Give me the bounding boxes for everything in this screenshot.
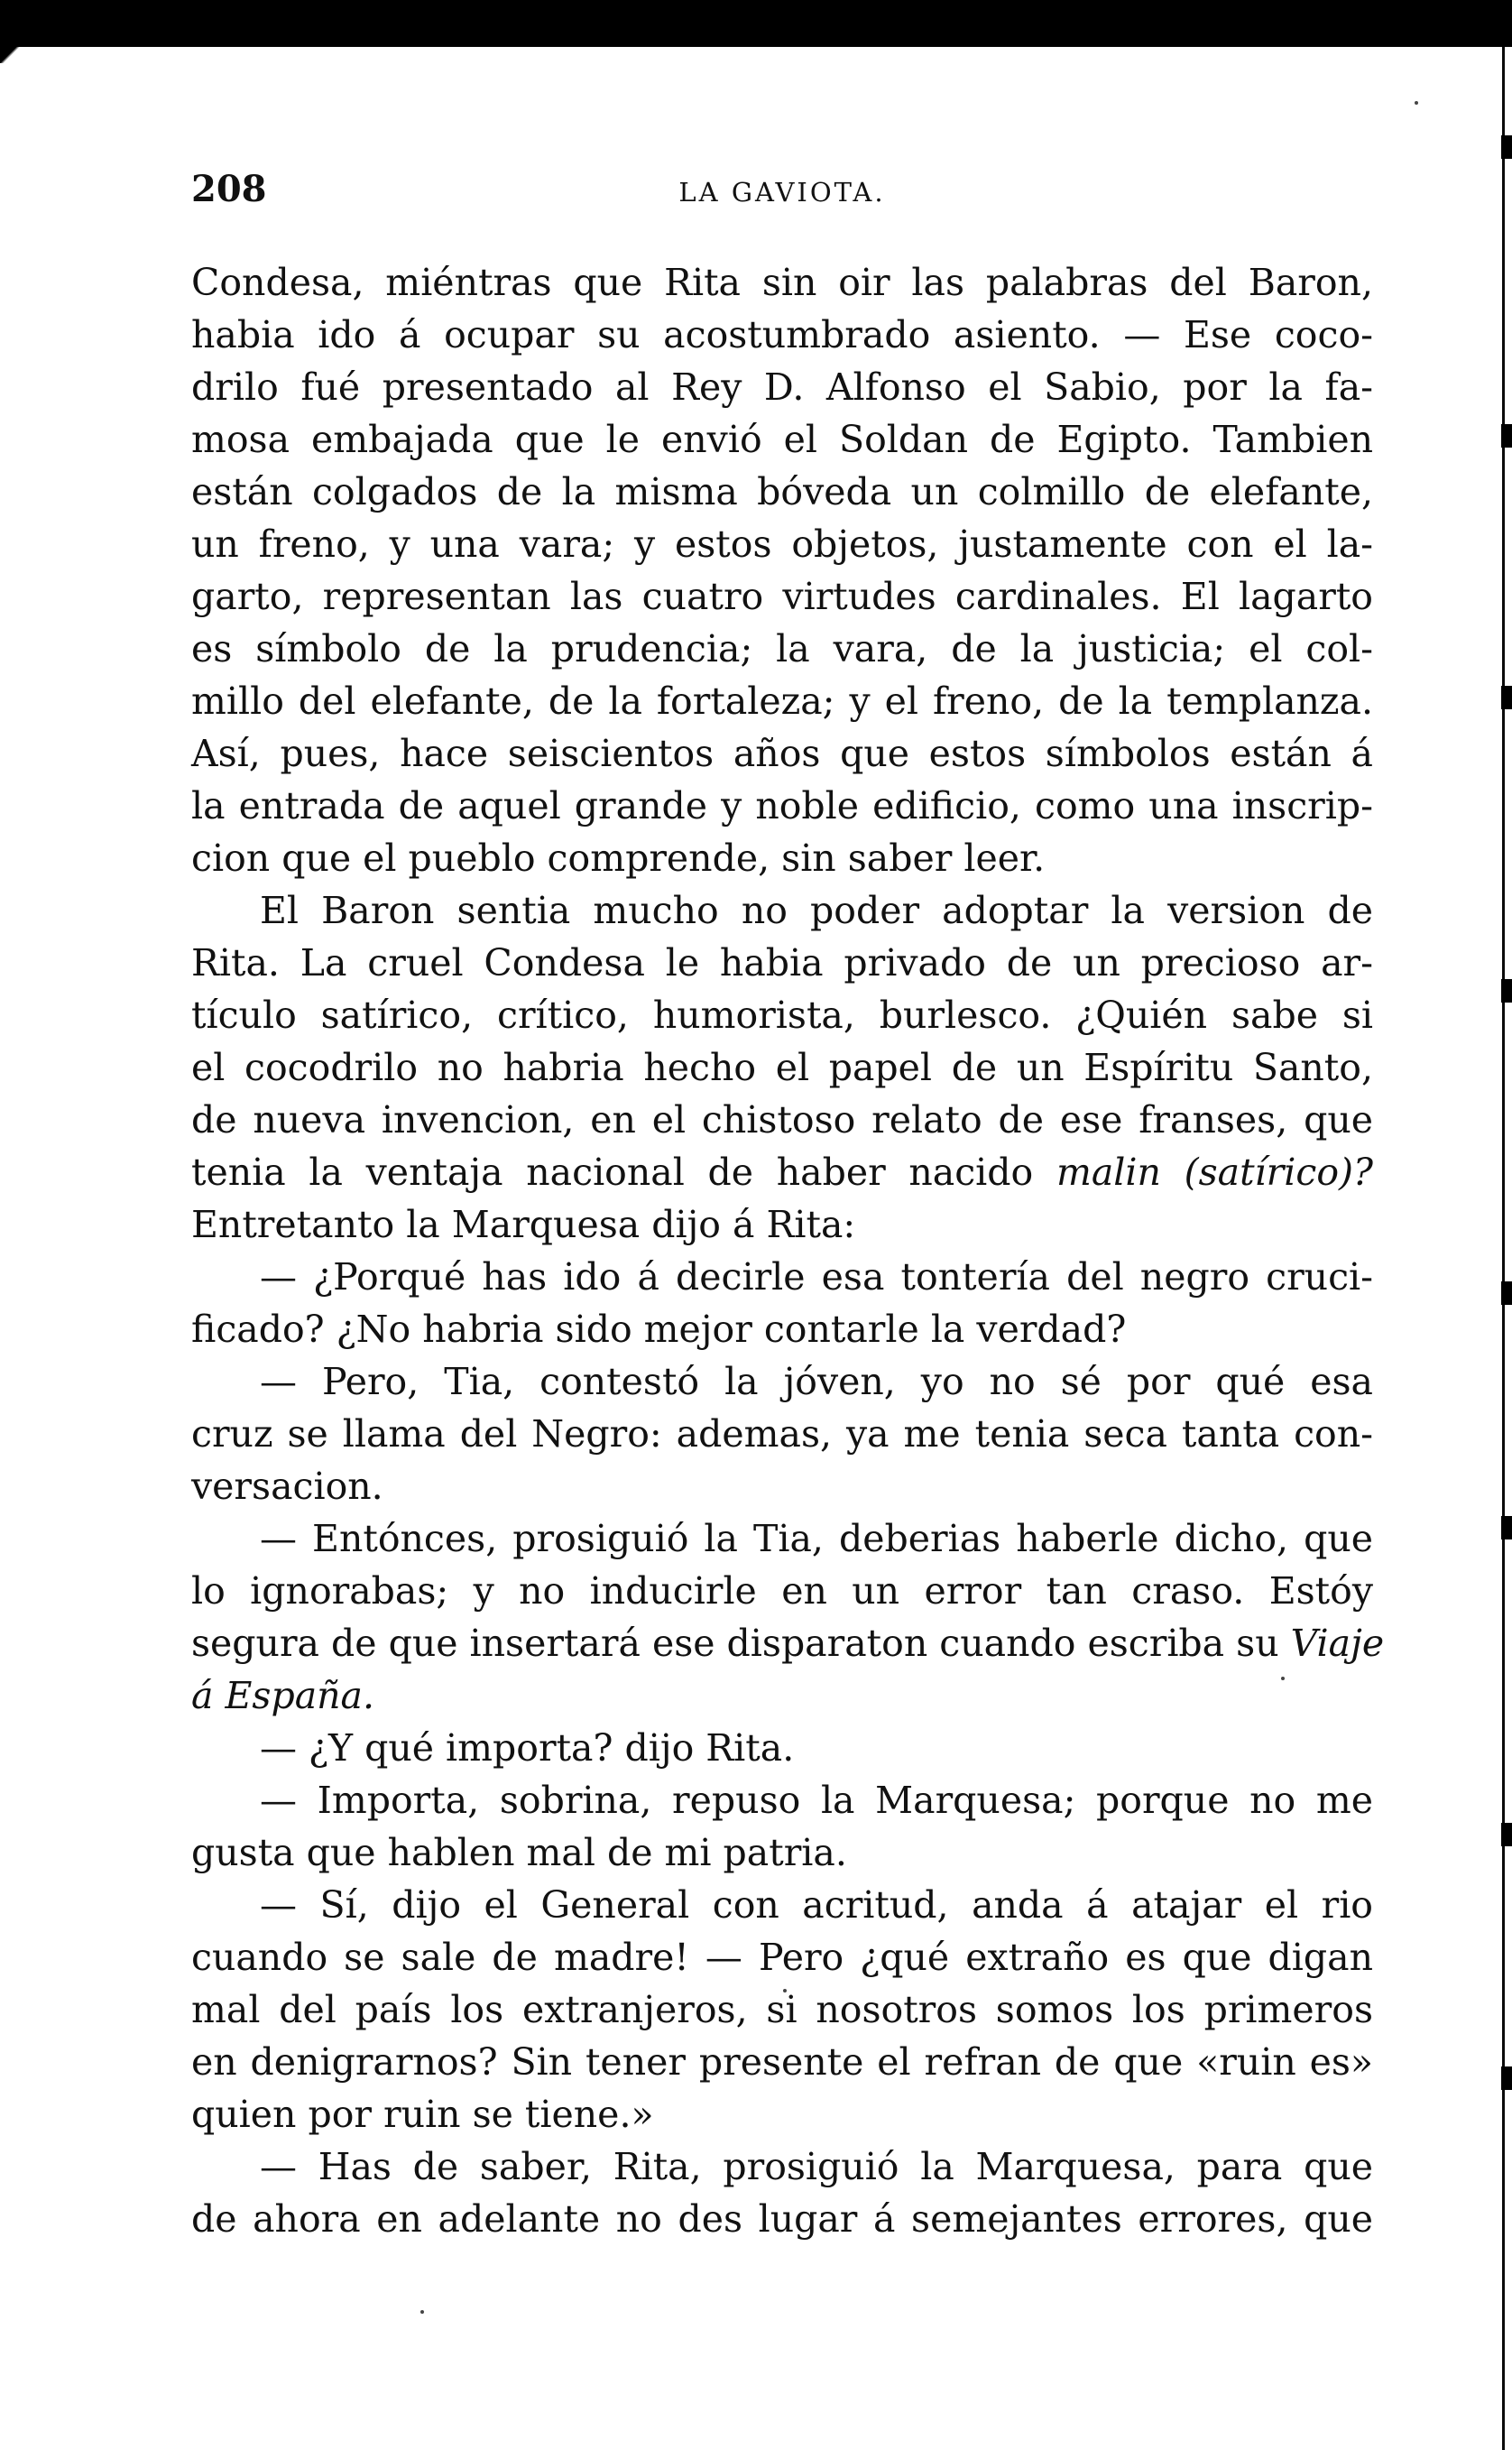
text-line: El Baron sentia mucho no poder adoptar la version de [260, 889, 1373, 932]
text-line: cruz se llama del Negro: ademas, ya me tenia seca tanta con- [191, 1412, 1373, 1456]
text-line: en denigrarnos? Sin tener presente el refran de que «ruin es» [191, 2040, 1373, 2084]
text-line: gusta que hablen mal de mi patria. [191, 1831, 847, 1874]
text-line: Rita. La cruel Condesa le habia privado de un precioso ar- [191, 941, 1373, 985]
text-line: — ¿Porqué has ido á decirle esa tontería del negro cruci- [260, 1255, 1373, 1299]
text-line: Entretanto la Marquesa dijo á Rita: [191, 1203, 856, 1246]
text-line: un freno, y una vara; y estos objetos, justamente con el la- [191, 522, 1373, 566]
text-line: — Importa, sobrina, repuso la Marquesa; porque no me [260, 1779, 1373, 1822]
text-line: cion que el pueblo comprende, sin saber leer. [191, 837, 1046, 880]
text-line [191, 1669, 1373, 1722]
text-line: están colgados de la misma bóveda un colmillo de elefante, [191, 470, 1373, 513]
text-line: de nueva invencion, en el chistoso relato de ese franses, que [191, 1098, 1373, 1142]
text-line: segura de que insertará ese disparaton cuando escriba su Viaje [191, 1622, 1385, 1665]
text-line: quien por ruin se tiene.» [191, 2093, 654, 2136]
page-number: 208 [191, 168, 267, 210]
edge-mark [1501, 424, 1512, 448]
edge-mark [1501, 1281, 1512, 1305]
text-line: Condesa, miéntras que Rita sin oir las palabras del Baron, [191, 261, 1373, 304]
text-line: millo del elefante, de la fortaleza; y el freno, de la templanza. [191, 680, 1373, 723]
italic-text: malin (satírico)? [1056, 1151, 1373, 1194]
page-header [191, 168, 1373, 218]
italic-text: Viaje [1290, 1622, 1385, 1665]
edge-mark [1501, 1516, 1512, 1539]
text-line: el cocodrilo no habria hecho el papel de un Espíritu Santo, [191, 1046, 1373, 1089]
edge-mark [1501, 2066, 1512, 2090]
text-line: — Sí, dijo el General con acritud, anda á atajar el rio [260, 1883, 1373, 1927]
text-line: — Has de saber, Rita, prosiguió la Marquesa, para que [260, 2145, 1373, 2188]
text-line: habia ido á ocupar su acostumbrado asiento. — Ese coco- [191, 313, 1373, 356]
text-line: mosa embajada que le envió el Soldan de Egipto. Tambien [191, 418, 1373, 461]
text-line: — Pero, Tia, contestó la jóven, yo no sé por qué esa [260, 1360, 1373, 1403]
text-line: drilo fué presentado al Rey D. Alfonso el Sabio, por la fa- [191, 365, 1373, 409]
text-line: ficado? ¿No habria sido mejor contarle la verdad? [191, 1308, 1127, 1351]
text-line: lo ignorabas; y no inducirle en un error tan craso. Estóy [191, 1569, 1373, 1613]
text-line: tenia la ventaja nacional de haber nacido malin (satírico)? [191, 1151, 1373, 1194]
text-line: cuando se sale de madre! — Pero ¿qué extraño es que digan [191, 1936, 1373, 1979]
running-title: LA GAVIOTA. [678, 177, 886, 208]
dust-speck [420, 2310, 424, 2314]
scan-top-border [0, 0, 1512, 47]
text-line: es símbolo de la prudencia; la vara, de la justicia; el col- [191, 627, 1373, 670]
text-line: Así, pues, hace seiscientos años que estos símbolos están á [191, 732, 1373, 775]
edge-mark [1501, 686, 1512, 709]
text-line: tículo satírico, crítico, humorista, burlesco. ¿Quién sabe si [191, 994, 1373, 1037]
text-line: — ¿Y qué importa? dijo Rita. [260, 1726, 795, 1770]
text-line: la entrada de aquel grande y noble edificio, como una inscrip- [191, 784, 1373, 827]
edge-mark [1501, 135, 1512, 159]
text-line: versacion. [191, 1465, 383, 1508]
text-line: — Entónces, prosiguió la Tia, deberias haberle dicho, que [260, 1517, 1373, 1560]
text-line: de ahora en adelante no des lugar á semejantes errores, que [191, 2197, 1373, 2241]
italic-text: á España. [191, 1674, 375, 1717]
edge-mark [1501, 979, 1512, 1003]
scan-corner-shadow [0, 47, 20, 63]
text-line: garto, representan las cuatro virtudes cardinales. El lagarto [191, 575, 1373, 618]
text-line: mal del país los extranjeros, si nosotros somos los primeros [191, 1988, 1373, 2031]
dust-speck [1415, 101, 1418, 105]
edge-mark [1501, 1823, 1512, 1846]
book-text [191, 256, 1385, 2245]
